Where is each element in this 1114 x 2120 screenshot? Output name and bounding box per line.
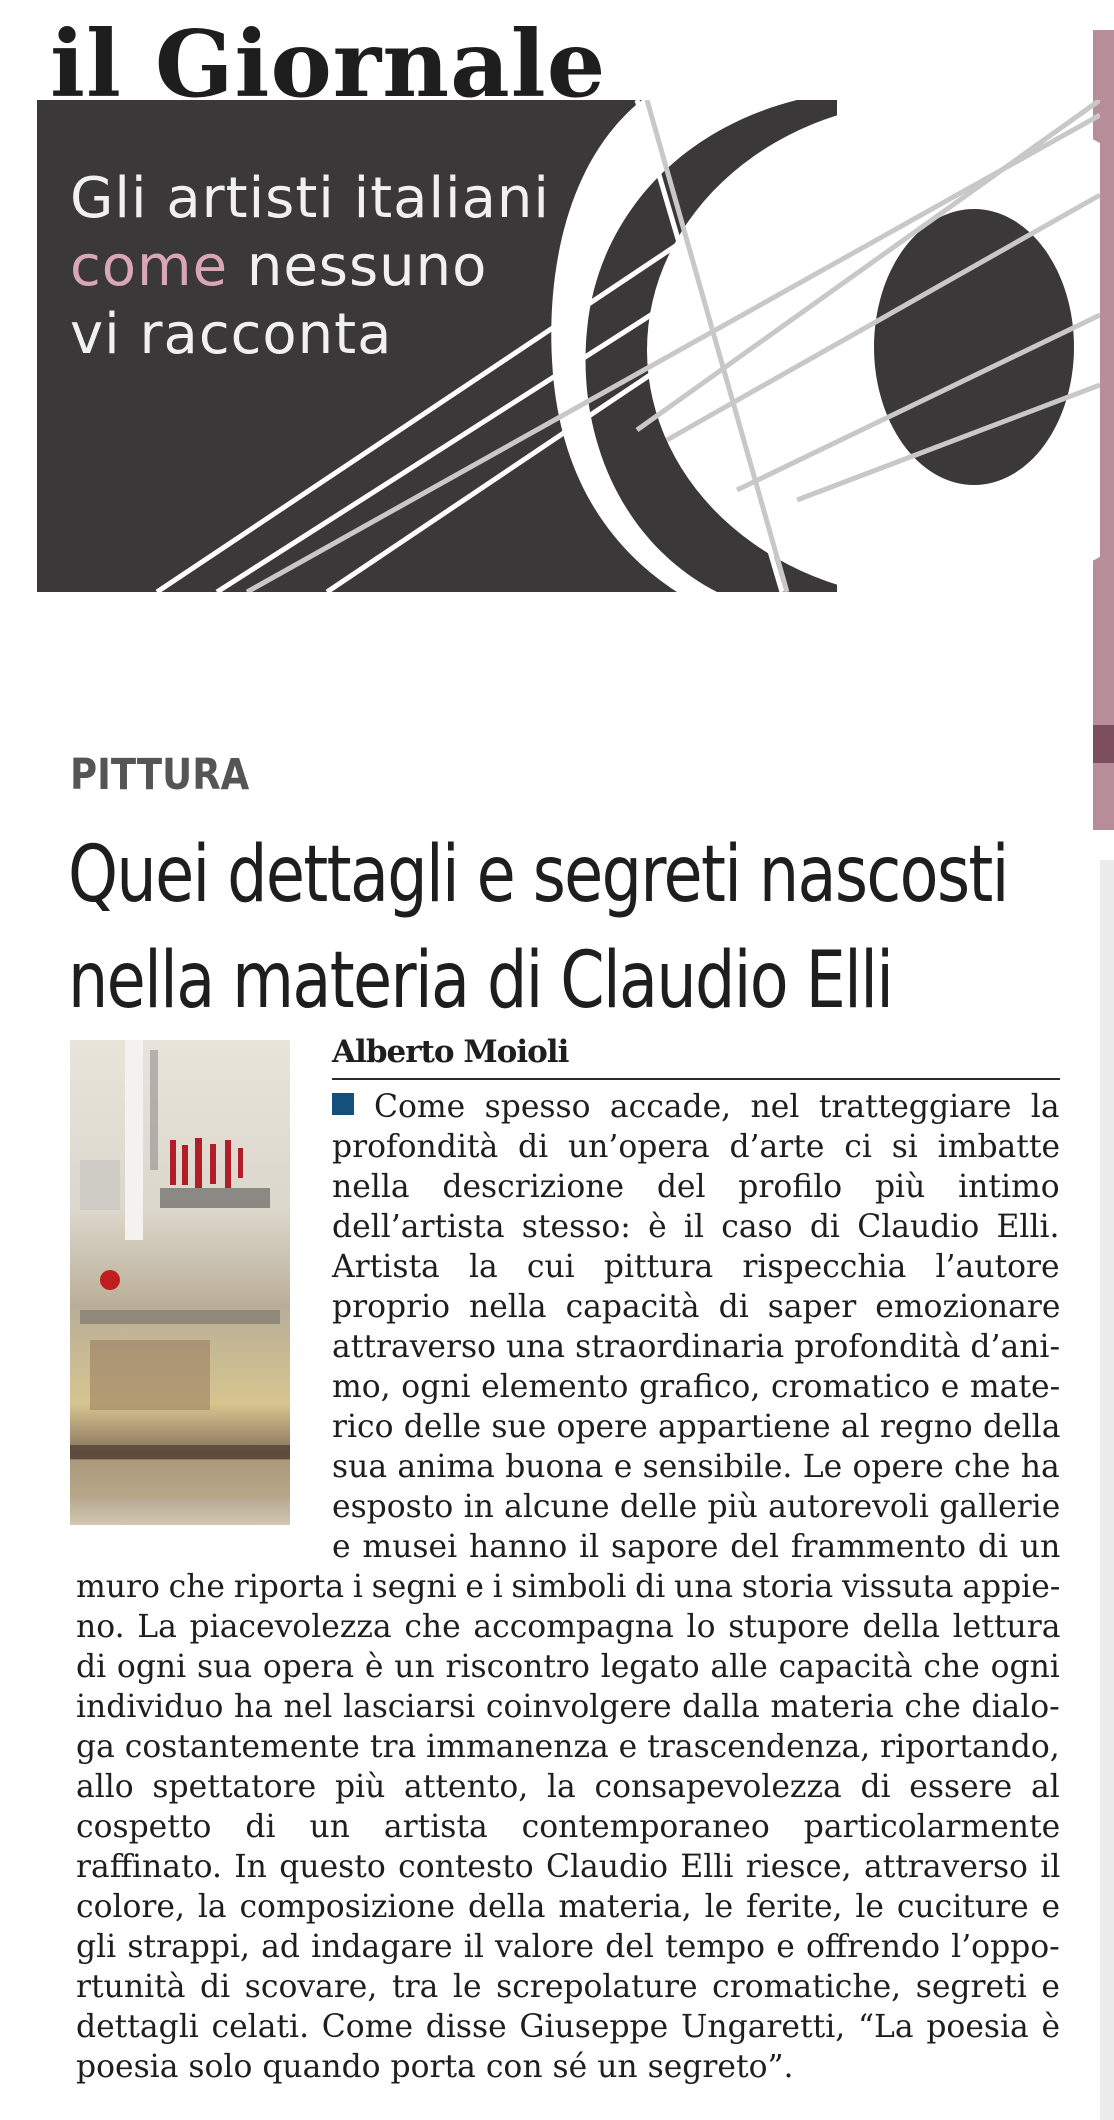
body-line xyxy=(332,1367,1060,1407)
byline-divider xyxy=(332,1078,1060,1080)
body-line xyxy=(76,1847,1060,1887)
headline-line-1: Quei dettagli e segreti nascosti xyxy=(68,830,1008,920)
body-line xyxy=(332,1087,1060,1127)
body-line-text: sua anima buona e sensibile. Le opere che ha xyxy=(332,1449,1060,1485)
body-line xyxy=(332,1527,1060,1567)
body-line-text: mo, ogni elemento grafico, cromatico e mate- xyxy=(332,1369,1061,1405)
side-strip-marker xyxy=(1093,725,1114,763)
body-line-text: no. La piacevolezza che accompagna lo stupore della lettura xyxy=(76,1609,1061,1645)
headline-line-2: nella materia di Claudio Elli xyxy=(68,936,893,1026)
banner-dark-ellipse xyxy=(874,209,1074,485)
body-line-text: rico delle sue opere appartiene al regno della xyxy=(332,1409,1061,1445)
body-line-text: profondità di un’opera d’arte ci si imbatte xyxy=(332,1129,1061,1165)
banner-line-2-rest: nessuno xyxy=(228,234,488,299)
body-line-text: dettagli celati. Come disse Giuseppe Ungaretti, “La poesia è xyxy=(76,2009,1061,2045)
body-line xyxy=(332,1207,1060,1247)
banner-accent-word: come xyxy=(70,234,229,299)
body-line xyxy=(76,1687,1060,1727)
body-line-text: Come spesso accade, nel tratteggiare la xyxy=(374,1089,1060,1125)
body-line xyxy=(76,1607,1060,1647)
body-line-text: allo spettatore più attento, la consapevolezza di essere al xyxy=(76,1769,1060,1805)
body-line-text: dell’artista stesso: è il caso di Claudio Elli. xyxy=(332,1209,1060,1245)
body-line-text: nella descrizione del profilo più intimo xyxy=(332,1169,1060,1205)
body-line-text: attraverso una straordinaria profondità d’ani- xyxy=(332,1329,1061,1365)
body-line xyxy=(76,1647,1060,1687)
body-line-text: colore, la composizione della materia, le ferite, le cuciture e xyxy=(76,1889,1061,1925)
body-line-text: cospetto di un artista contemporaneo particolarmente xyxy=(76,1809,1061,1845)
body-line xyxy=(332,1167,1060,1207)
body-line-text: di ogni sua opera è un riscontro legato alle capacità che ogni xyxy=(76,1649,1060,1685)
body-line xyxy=(76,1807,1060,1847)
body-line xyxy=(76,1927,1060,1967)
body-line-text: individuo ha nel lasciarsi coinvolgere dalla materia che dialo- xyxy=(76,1689,1060,1725)
body-line xyxy=(76,2047,1060,2087)
side-grey-column xyxy=(1100,860,1114,2120)
body-line-text: muro che riporta i segni e i simboli di una storia vissuta appie- xyxy=(76,1569,1061,1605)
newspaper-masthead: il Giornale xyxy=(50,18,607,104)
banner-line-1: Gli artisti italiani xyxy=(70,166,550,231)
body-line xyxy=(332,1447,1060,1487)
body-line-text: e musei hanno il sapore del frammento di un xyxy=(332,1529,1061,1565)
body-line xyxy=(332,1407,1060,1447)
body-line xyxy=(76,1567,1060,1607)
body-line xyxy=(332,1127,1060,1167)
banner-slogan xyxy=(70,165,550,369)
banner-line-3: vi racconta xyxy=(70,302,393,367)
body-line xyxy=(76,1887,1060,1927)
body-line xyxy=(76,1767,1060,1807)
article-body-wide xyxy=(76,1567,1060,2087)
body-line xyxy=(332,1487,1060,1527)
article-headline xyxy=(68,822,1046,1034)
banner-line-2 xyxy=(70,233,550,301)
body-line xyxy=(332,1327,1060,1367)
body-line xyxy=(76,2007,1060,2047)
body-line-text: gli strappi, ad indagare il valore del tempo e offrendo l’oppo- xyxy=(76,1929,1060,1965)
square-bullet-icon xyxy=(332,1093,354,1115)
body-line-text: Artista la cui pittura rispecchia l’autore xyxy=(332,1249,1060,1285)
body-line xyxy=(76,1727,1060,1767)
body-line-text: poesia solo quando porta con sé un segreto”. xyxy=(76,2049,794,2085)
body-line xyxy=(76,1967,1060,2007)
body-line xyxy=(332,1247,1060,1287)
section-label: PITTURA xyxy=(70,750,250,800)
artwork-image xyxy=(70,1040,290,1525)
body-line-text: raffinato. In questo contesto Claudio Elli riesce, attraverso il xyxy=(76,1849,1061,1885)
body-line-text: rtunità di scovare, tra le screpolature cromatiche, segreti e xyxy=(76,1969,1060,2005)
article-body-narrow xyxy=(332,1087,1060,1567)
body-line-text: proprio nella capacità di saper emozionare xyxy=(332,1289,1061,1325)
author-byline: Alberto Moioli xyxy=(332,1034,569,1070)
body-line-text: ga costantemente tra immanenza e trascendenza, riportando, xyxy=(76,1729,1060,1765)
body-line-text: esposto in alcune delle più autorevoli gallerie xyxy=(332,1489,1061,1525)
body-line xyxy=(332,1287,1060,1327)
